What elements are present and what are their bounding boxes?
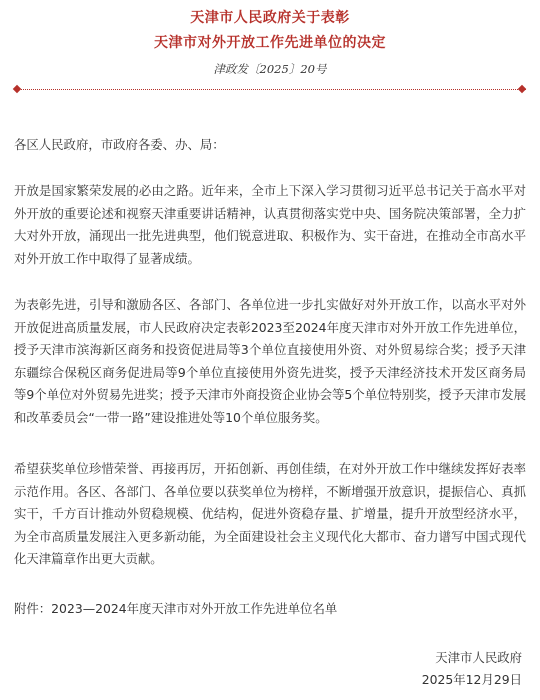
attachment-line: 附件：2023—2024年度天津市对外开放工作先进单位名单: [14, 601, 338, 616]
paragraph-expectation: 希望获奖单位珍惜荣誉、再接再厉，开拓创新、再创佳绩，在对外开放工作中继续发挥好表率示范作用。各区、各部门、各单位要以获奖单位为榜样，不断增强开放意识，提振信心、真抓实干，千方百计推动外贸稳规模、优结构，促进外资稳存量、扩增量，提升开放型经济水平，为全市高质量发展注入更多新动能，为全面建设社会主义现代化大都市、奋力谱写中国式现代化天津篇章作出更大贡献。: [14, 461, 526, 566]
divider-diamond-left-icon: [13, 85, 21, 93]
document-title-line1: 天津市人民政府关于表彰: [190, 10, 350, 26]
signature-organization: 天津市人民政府: [435, 650, 522, 665]
header-divider: [14, 89, 526, 90]
signature-date: 2025年12月29日: [421, 672, 522, 687]
document-title-line2: 天津市对外开放工作先进单位的决定: [154, 35, 386, 51]
document-number: 津政发〔2025〕20号: [213, 62, 327, 76]
paragraph-commendation: 为表彰先进，引导和激励各区、各部门、各单位进一步扎实做好对外开放工作，以高水平对外开放促进高质量发展，市人民政府决定表彰2023至2024年度天津市对外开放工作先进单位，授予天津市滨海新区商务和投资促进局等3个单位直接使用外资、对外贸易综合奖；授予天津东疆综合保税区商务促进局等9个单位直接使用外资先进奖，授予天津经济技术开发区商务局等9个单位对外贸易先进奖；授予天津市外商投资企业协会等5个单位特别奖，授予天津市发展和改革委员会“一带一路”建设推进处等10个单位服务奖。: [14, 297, 526, 425]
divider-diamond-right-icon: [518, 85, 526, 93]
greeting: 各区人民政府，市政府各委、办、局：: [14, 137, 225, 152]
paragraph-intro: 开放是国家繁荣发展的必由之路。近年来，全市上下深入学习贯彻习近平总书记关于高水平对外开放的重要论述和视察天津重要讲话精神，认真贯彻落实党中央、国务院决策部署，全力扩大对外开放，涌现出一批先进典型，他们锐意进取、积极作为、实干奋进，在推动全市高水平对外开放工作中取得了显著成绩。: [14, 183, 526, 266]
